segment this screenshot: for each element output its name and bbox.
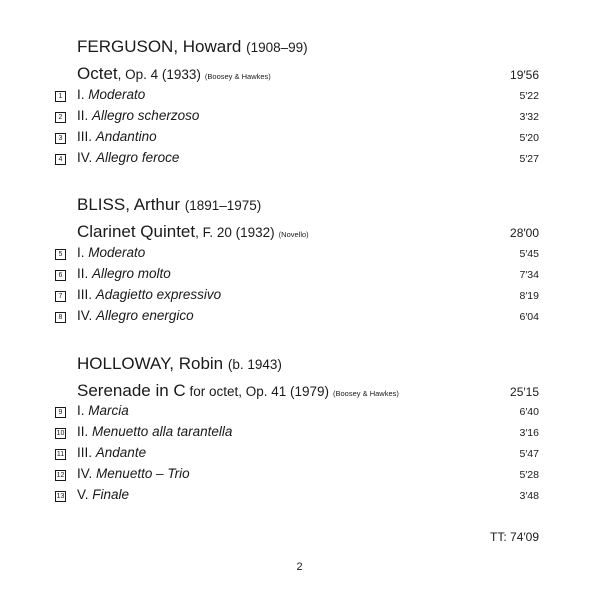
composer-heading (77, 354, 282, 374)
total-time: TT: 74′09 (490, 530, 539, 544)
work-publisher: (Novello) (278, 230, 309, 239)
movement-duration: 8′19 (519, 290, 539, 302)
track-number: 3 (55, 133, 66, 144)
movement-duration: 3′48 (519, 490, 539, 502)
movement-title: V. Finale (77, 487, 130, 502)
work-title: Octet (77, 64, 118, 83)
movement-duration: 3′32 (519, 111, 539, 123)
track-number: 4 (55, 154, 66, 165)
work-duration: 19′56 (510, 68, 539, 82)
movement-title: IV. Menuetto – Trio (77, 466, 190, 481)
work-heading (77, 222, 309, 242)
work-heading (77, 64, 271, 84)
work-title: Clarinet Quintet (77, 222, 196, 241)
track-number: 9 (55, 407, 66, 418)
composer-name: BLISS, Arthur (77, 195, 180, 214)
movement-duration: 7′34 (519, 269, 539, 281)
movement-duration: 5′47 (519, 448, 539, 460)
movement-title: II. Allegro scherzoso (77, 108, 200, 123)
movement-title: II. Allegro molto (77, 266, 171, 281)
work-catalog: for octet, Op. 41 (1979) (185, 384, 330, 399)
track-number: 5 (55, 249, 66, 260)
work-catalog: , Op. 4 (1933) (117, 67, 201, 82)
movement-title: IV. Allegro feroce (77, 150, 180, 165)
work-publisher: (Boosey & Hawkes) (204, 72, 271, 81)
composer-years: (1908–99) (246, 40, 308, 55)
composer-years: (b. 1943) (227, 357, 282, 372)
track-number: 12 (56, 472, 65, 479)
work-catalog: , F. 20 (1932) (195, 225, 275, 240)
work-title: Serenade in C (77, 381, 186, 400)
composer-heading (77, 37, 308, 57)
composer-heading (77, 195, 261, 215)
work-publisher: (Boosey & Hawkes) (333, 389, 399, 398)
movement-duration: 3′16 (519, 427, 539, 439)
movement-title: I. Moderato (77, 245, 146, 260)
page-number: 2 (296, 561, 303, 573)
movement-title: I. Moderato (77, 87, 146, 102)
work-heading (77, 381, 399, 401)
track-number: 1 (55, 91, 66, 102)
movement-title: III. Andante (77, 445, 147, 460)
movement-title: III. Adagietto expressivo (77, 287, 222, 302)
movement-title: I. Marcia (77, 403, 129, 418)
track-number: 11 (56, 451, 65, 458)
work-duration: 25′15 (510, 385, 539, 399)
movement-duration: 5′45 (519, 248, 539, 260)
movement-duration: 5′20 (519, 132, 539, 144)
track-number: 10 (56, 430, 65, 437)
movement-title: IV. Allegro energico (77, 308, 194, 323)
movement-duration: 5′28 (519, 469, 539, 481)
movement-title: III. Andantino (77, 129, 157, 144)
composer-name: FERGUSON, Howard (77, 37, 242, 56)
track-number: 8 (55, 312, 66, 323)
track-number: 2 (55, 112, 66, 123)
movement-duration: 5′22 (519, 90, 539, 102)
movement-duration: 6′04 (519, 311, 539, 323)
movement-duration: 6′40 (519, 406, 539, 418)
work-duration: 28′00 (510, 226, 539, 240)
composer-name: HOLLOWAY, Robin (77, 354, 224, 373)
track-number: 13 (56, 493, 65, 500)
movement-title: II. Menuetto alla tarantella (77, 424, 233, 439)
track-number: 7 (55, 291, 66, 302)
track-number: 6 (55, 270, 66, 281)
movement-duration: 5′27 (519, 153, 539, 165)
composer-years: (1891–1975) (184, 198, 262, 213)
